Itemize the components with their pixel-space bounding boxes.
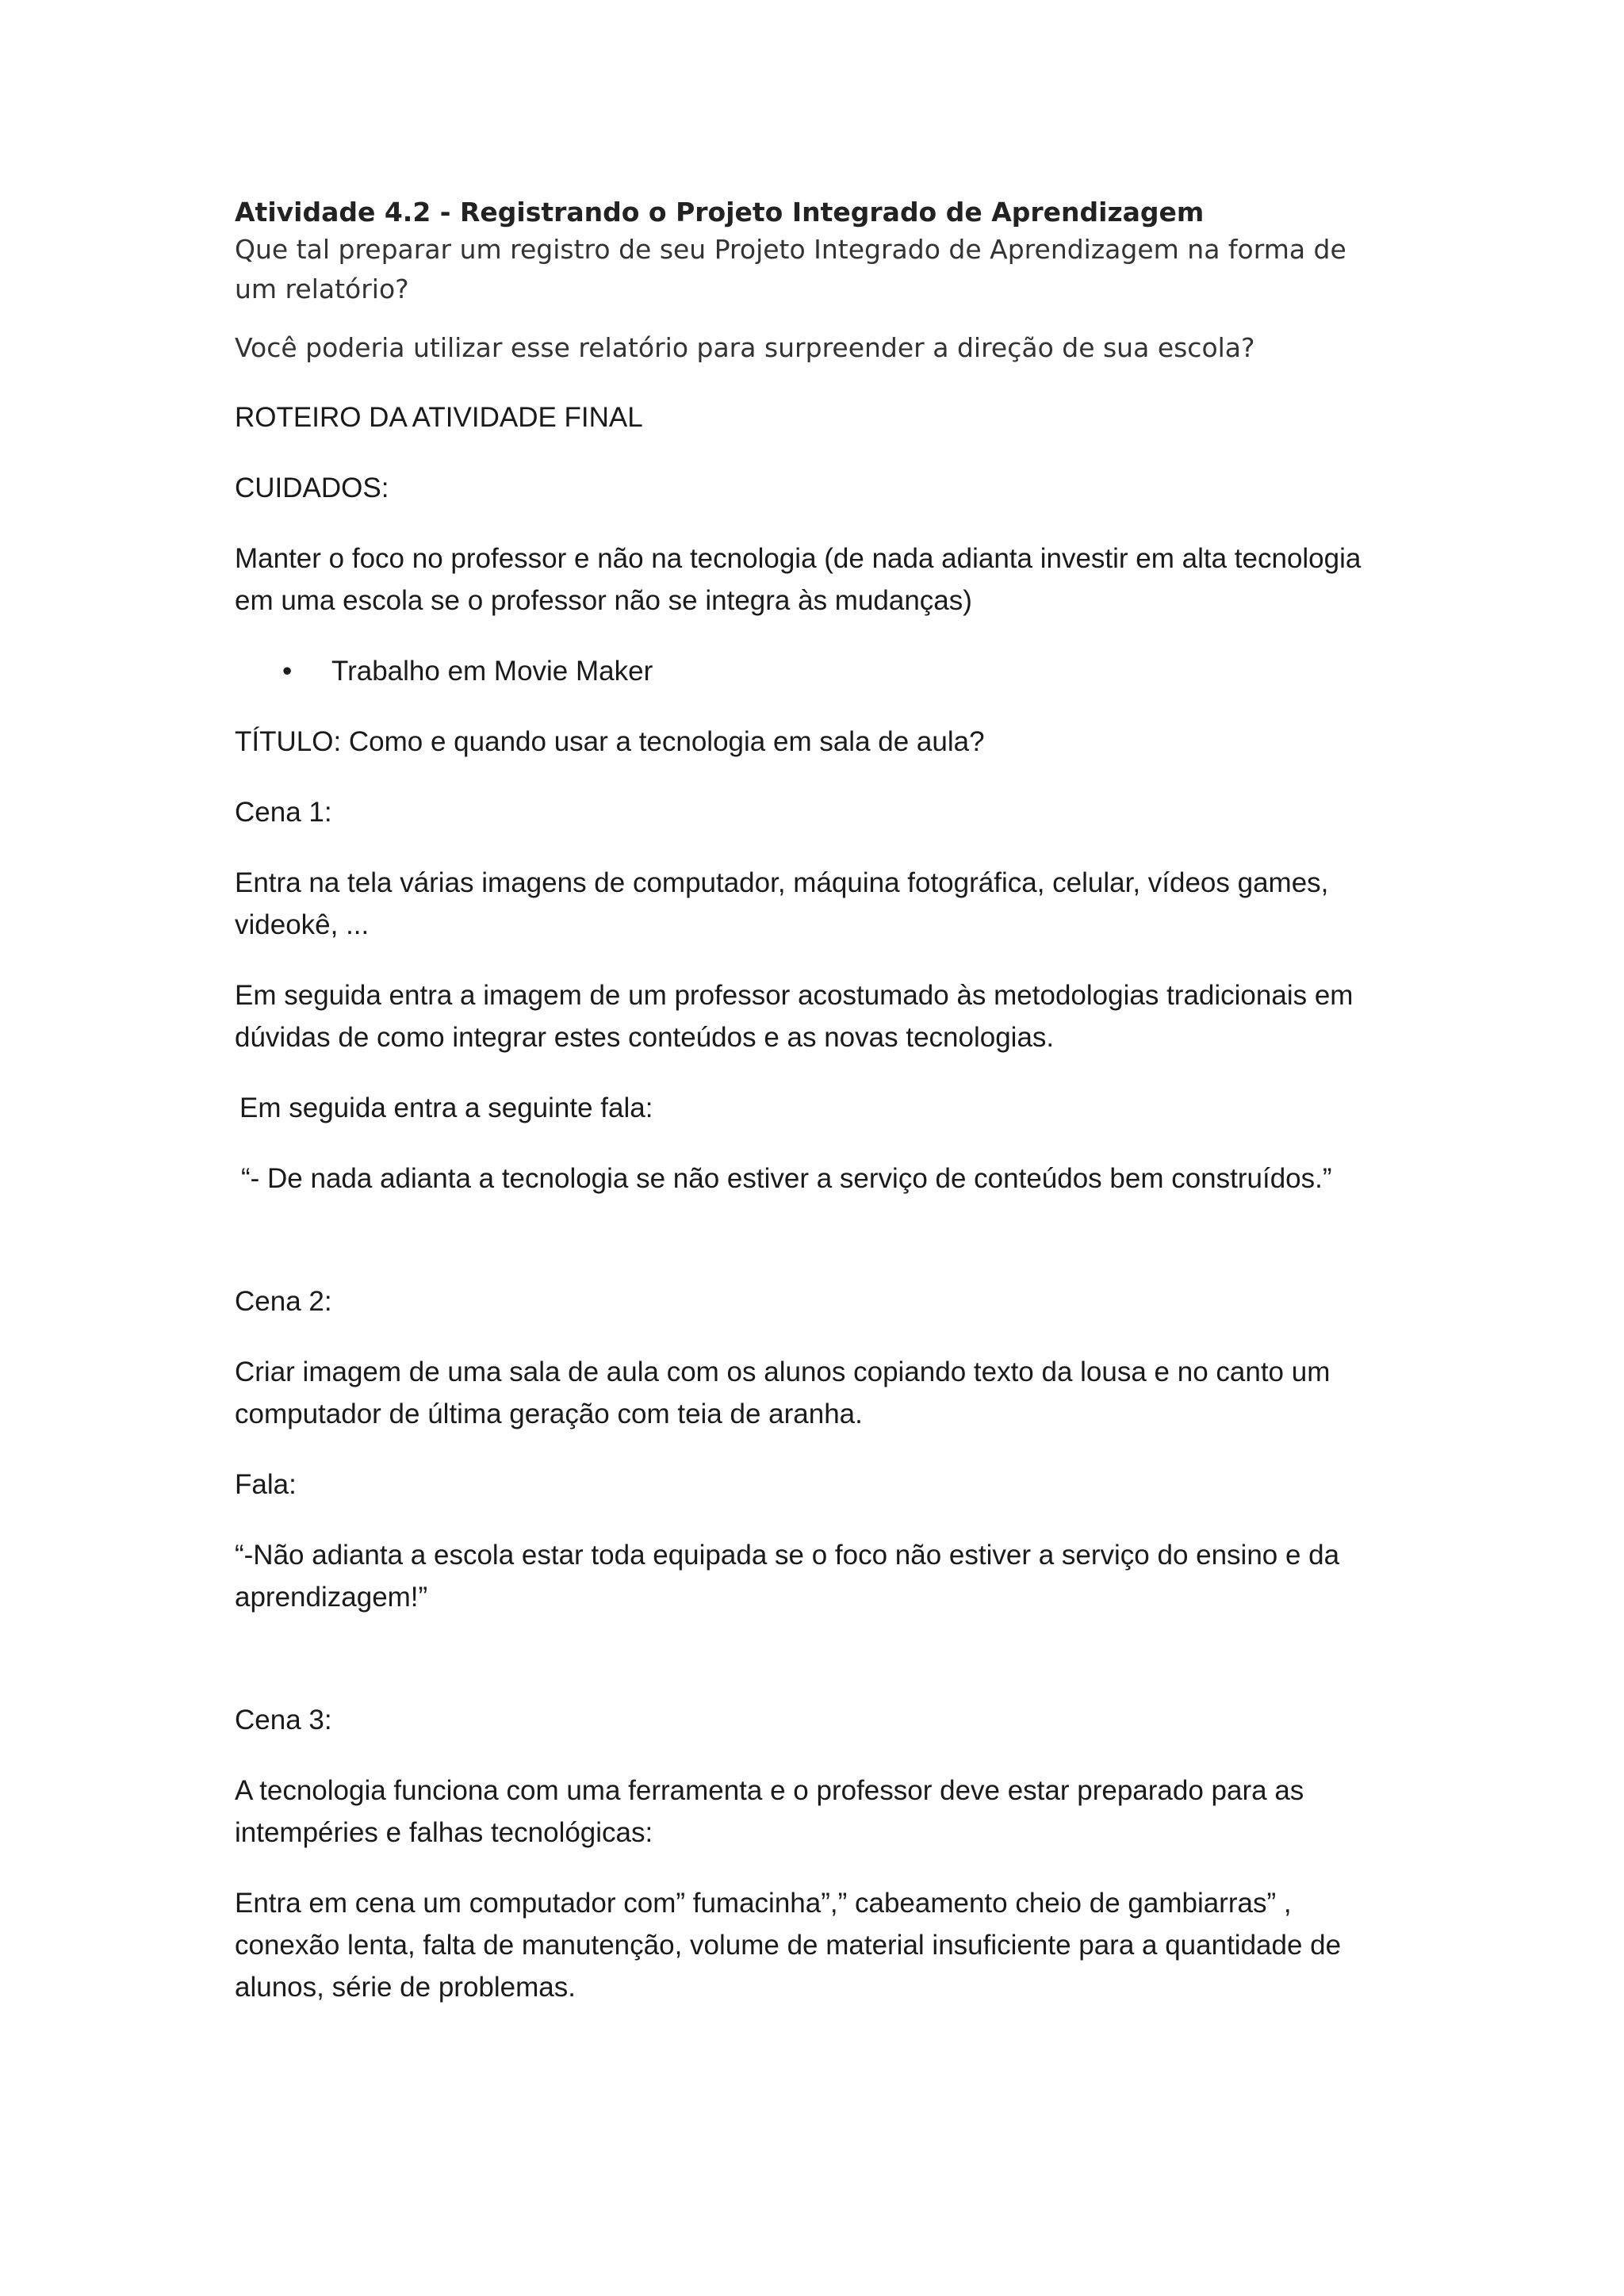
cuidados-heading: CUIDADOS: xyxy=(235,473,389,503)
document-title: Atividade 4.2 - Registrando o Projeto Integrado de Aprendizagem xyxy=(235,197,1205,228)
cena2-paragraph-1: Criar imagem de uma sala de aula com os alunos copiando texto da lousa e no canto um computador de última geração com teia de aranha. xyxy=(235,1357,1331,1429)
cena3-paragraph-2: Entra em cena um computador com” fumacinha”,” cabeamento cheio de gambiarras” , conexão lenta, falta de manutenção, volume de material insuficiente para a quantidade de alunos, série de problemas. xyxy=(235,1888,1342,2003)
roteiro-heading: ROTEIRO DA ATIVIDADE FINAL xyxy=(235,402,643,433)
cena2-quote: “-Não adianta a escola estar toda equipada se o foco não estiver a serviço do ensino e da aprendizagem!” xyxy=(235,1540,1340,1613)
foco-paragraph: Manter o foco no professor e não na tecnologia (de nada adianta investir em alta tecnologia em uma escola se o professor não se integra às mudanças) xyxy=(235,543,1362,616)
spacer xyxy=(235,1228,1392,1280)
intro-question-1: Que tal preparar um registro de seu Projeto Integrado de Aprendizagem na forma de um relatório? xyxy=(235,234,1346,304)
cena1-paragraph-3: Em seguida entra a seguinte fala: xyxy=(239,1093,653,1123)
bullet-dot-icon: • xyxy=(282,656,293,687)
document-page xyxy=(235,195,1392,2037)
cena3-paragraph-1: A tecnologia funciona com uma ferramenta e o professor deve estar preparado para as intempéries e falhas tecnológicas: xyxy=(235,1775,1304,1848)
bullet-text: Trabalho em Movie Maker xyxy=(331,656,653,687)
bullet-list-item xyxy=(235,650,1392,692)
spacer xyxy=(235,1647,1392,1699)
cena3-heading: Cena 3: xyxy=(235,1705,332,1735)
cena1-paragraph-2: Em seguida entra a imagem de um professor acostumado às metodologias tradicionais em dúvidas de como integrar estes conteúdos e as novas tecnologias. xyxy=(235,980,1354,1053)
intro-question-2: Você poderia utilizar esse relatório para surpreender a direção de sua escola? xyxy=(235,332,1255,363)
cena1-paragraph-1: Entra na tela várias imagens de computador, máquina fotográfica, celular, vídeos games, videokê, ... xyxy=(235,867,1329,940)
cena1-quote: “- De nada adianta a tecnologia se não estiver a serviço de conteúdos bem construídos.” xyxy=(241,1163,1332,1194)
cena2-fala-label: Fala: xyxy=(235,1469,297,1500)
titulo-line: TÍTULO: Como e quando usar a tecnologia em sala de aula? xyxy=(235,726,985,757)
cena1-heading: Cena 1: xyxy=(235,797,332,828)
cena2-heading: Cena 2: xyxy=(235,1286,332,1317)
